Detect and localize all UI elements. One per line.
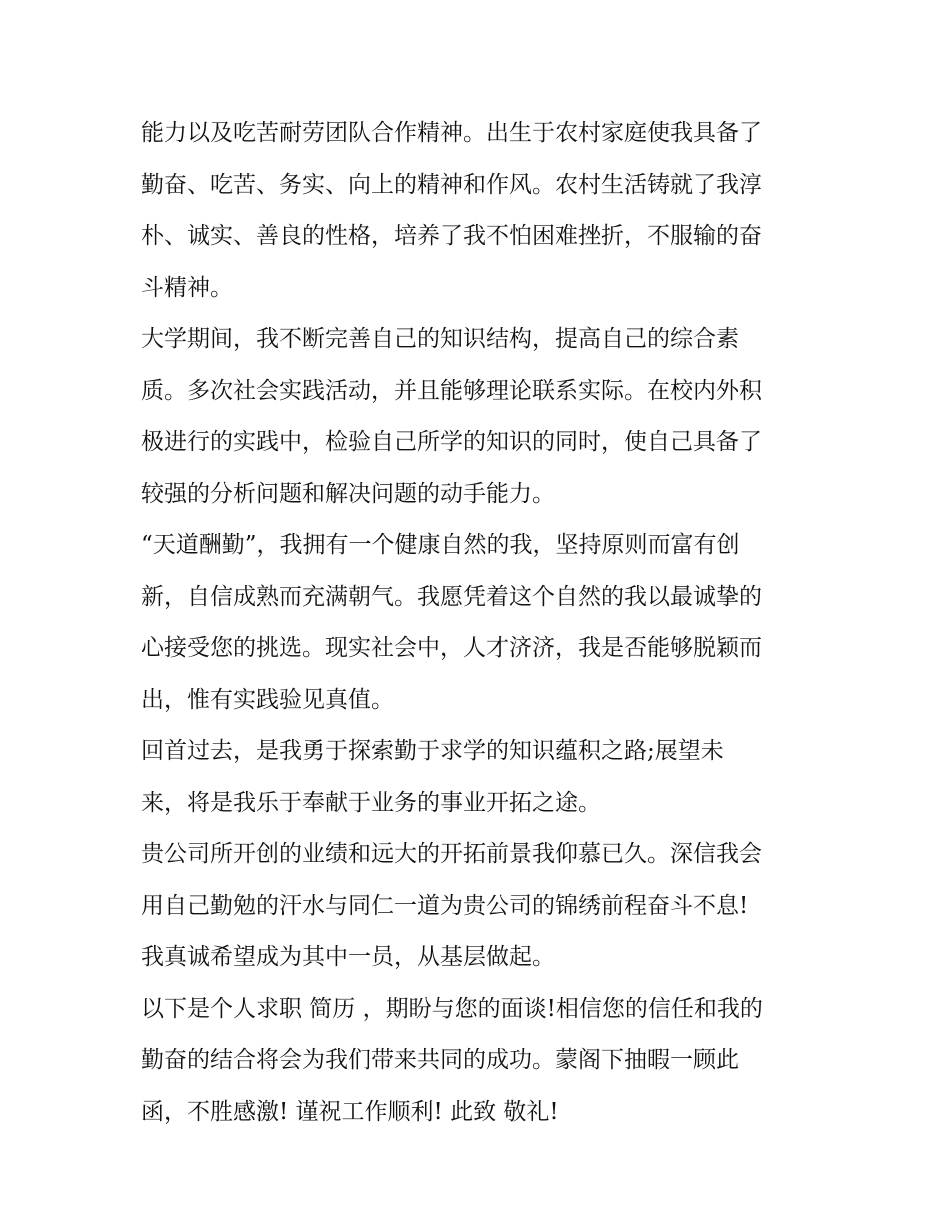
- text-line: 贵公司所开创的业绩和远大的开拓前景我仰慕已久。深信我会: [141, 841, 762, 867]
- text-line: 回首过去，是我勇于探索勤于求学的知识蕴积之路;展望未: [141, 738, 724, 764]
- text-line: 大学期间，我不断完善自己的知识结构，提高自己的综合素: [141, 326, 739, 352]
- text-line: 函，不胜感激! 谨祝工作顺利! 此致 敬礼!: [141, 1098, 559, 1125]
- text-line: 用自己勤勉的汗水与同仁一道为贵公司的锦绣前程奋斗不息!: [141, 892, 749, 919]
- text-line: 朴、诚实、善良的性格，培养了我不怕困难挫折，不服输的奋: [141, 223, 762, 249]
- text-line: 能力以及吃苦耐劳团队合作精神。出生于农村家庭使我具备了: [141, 120, 762, 146]
- text-line: 极进行的实践中，检验自己所学的知识的同时，使自己具备了: [141, 429, 762, 455]
- text-line: 勤奋的结合将会为我们带来共同的成功。蒙阁下抽暇一顾此: [141, 1047, 739, 1073]
- text-line: 以下是个人求职 简历 ，期盼与您的面谈!相信您的信任和我的: [141, 995, 763, 1022]
- text-line: “天道酬勤”，我拥有一个健康自然的我，坚持原则而富有创: [141, 532, 740, 558]
- text-line: 质。多次社会实践活动，并且能够理论联系实际。在校内外积: [141, 377, 762, 404]
- text-line: 斗精神。: [141, 274, 233, 301]
- text-line: 来，将是我乐于奉献于业务的事业开拓之途。: [141, 789, 601, 816]
- text-line: 出，惟有实践验见真值。: [141, 686, 394, 713]
- letter-body: [141, 108, 821, 1138]
- text-line: 我真诚希望成为其中一员，从基层做起。: [141, 944, 555, 970]
- text-line: 较强的分析问题和解决问题的动手能力。: [141, 480, 555, 507]
- text-line: 勤奋、吃苦、务实、向上的精神和作风。农村生活铸就了我淳: [141, 171, 762, 198]
- text-line: 心接受您的挑选。现实社会中，人才济济，我是否能够脱颖而: [141, 635, 762, 661]
- text-line: 新，自信成熟而充满朝气。我愿凭着这个自然的我以最诚挚的: [141, 583, 762, 610]
